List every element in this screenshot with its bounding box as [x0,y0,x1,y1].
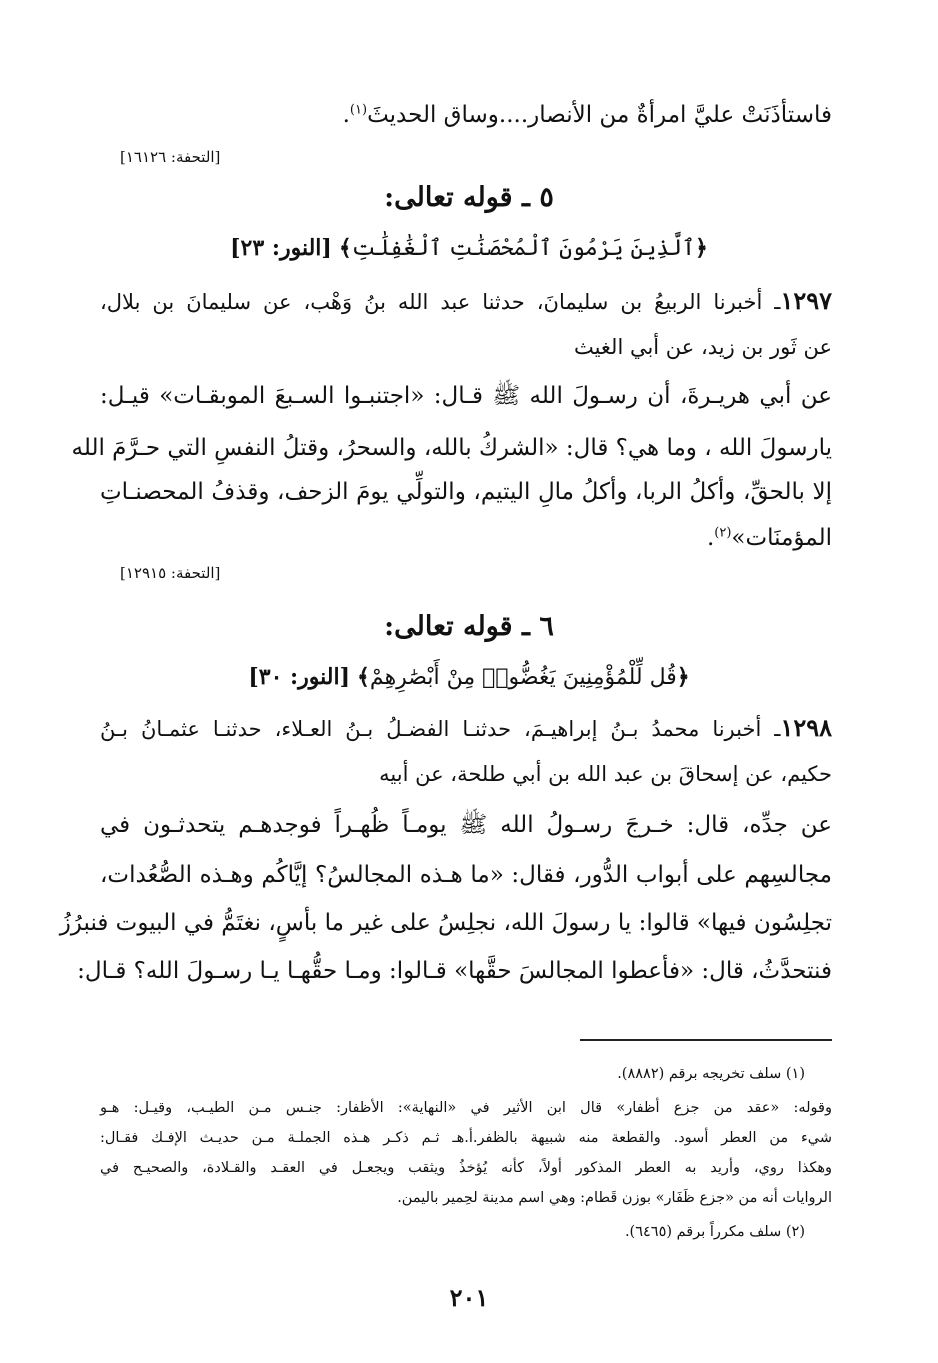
hadith-text-line: عن جدِّه، قال: خـرجَ رسـولُ الله ﷺ يومـاً ظُهـراً فوجدهـم يتحدثـون في [100,812,832,838]
hadith-number: ١٢٩٧ [780,286,832,315]
isnad-text: ـ أخبرنا الربيعُ بن سليمانَ، حدثنا عبد الله بنُ وَهْب، عن سليمانَ بن بلال، [100,290,781,314]
quran-verse [0,657,938,698]
section-heading: ٥ ـ قوله تعالى: [384,182,554,213]
page-number: ٢٠١ [449,1283,489,1312]
footnote-marker: (٢) [714,525,732,541]
hadith-text-line: مجالسِهم على أبواب الدُّور، فقال: «ما هـذه المجالسُ؟ إيَّاكُم وهـذه الصُّعُدات، [100,862,832,888]
footnote-note-line: وقوله: «عقد من جزع أظفار» قال ابن الأثير في «النهاية»: الأظفار: جنـس مـن الطيـب، وقيـل: هـو [100,1100,832,1116]
hadith-isnad-line: حكيم، عن إسحاقَ بن عبد الله بن أبي طلحة، عن أبيه [379,762,832,786]
tuhfa-reference: [التحفة: ١٢٩١٥] [120,564,221,582]
tuhfa-reference: [التحفة: ١٦١٢٦] [120,148,221,166]
footnote-2: (٢) سلف مكرراً برقم (٦٤٦٥). [624,1224,805,1240]
footnote-separator [580,1039,832,1041]
verse-text: ٱلَّذِينَ يَرْمُونَ ٱلْمُحْصَنَٰتِ ٱلْغَٰفِلَٰتِ [351,236,695,261]
footnote-note-line: شيء من العطر أسود. والقطعة منه شبيهة بالظفر.أ.هـ ثـم ذكـر هـذه الجملـة مـن حديـث الإفـك فقـال: [100,1130,832,1146]
footnote-note-line: الروايات أنه من «جزع ظَفَار» بوزن قَطام: وهي اسم مدينة لحِمير باليمن. [397,1190,832,1206]
hadith-text-end: المؤمنَات» [731,525,832,551]
continuation-line: فاستأذَنَتْ عليَّ امرأةٌ من الأنصار....وساق الحديثَ$^{(١)}$. [342,102,832,128]
continuation-text: فاستأذَنَتْ عليَّ امرأةٌ من الأنصار....وساق الحديثَ [367,102,832,128]
hadith-text-line: فنتحدَّثُ، قال: «فأعطوا المجالسَ حقَّها» قـالوا: ومـا حقُّهـا يـا رسـولَ الله؟ قـال: [77,958,832,984]
hadith-text-line: يارسولَ الله ، وما هي؟ قال: «الشركُ بالله، والسحرُ، وقتلُ النفسِ التي حـرَّمَ الله [71,435,832,461]
verse-close-bracket: ﴾ [357,664,370,690]
verse-close-bracket: ﴾ [338,235,352,261]
footnote-note-line: وهكذا روي، وأريد به العطر المذكور أولاً، كأنه يُؤخذُ ويثقب ويجعـل في العقـد والقـلادة، والصحيـح في [100,1160,832,1176]
hadith-isnad-line [100,284,832,318]
verse-reference: [النور: ٢٣] [230,235,332,261]
hadith-isnad-line [100,711,832,745]
hadith-text-line: إلا بالحقِّ، وأكلُ الربا، وأكلُ مالِ اليتيم، والتولِّي يومَ الزحف، وقذفُ المحصنـاتِ [100,479,832,505]
verse-reference: [النور: ٣٠] [248,664,351,690]
verse-open-bracket: ﴿ [694,235,708,261]
quran-verse [0,228,938,269]
section-heading: ٦ ـ قوله تعالى: [384,611,554,642]
hadith-text-line: المؤمنَات»$^{(٢)}$. [706,525,832,551]
hadith-number: ١٢٩٨ [780,713,832,742]
footnote-1: (١) سلف تخريجه برقم (٨٨٨٢). [617,1066,805,1082]
verse-open-bracket: ﴿ [676,664,690,690]
hadith-text-line: عن أبي هريـرةَ، أن رسـولَ الله ﷺ قـال: «اجتنبـوا السـبعَ الموبقـات» قيـل: [100,383,832,409]
verse-text: قُل لِّلْمُؤْمِنِينَ يَغُضُّوا۟ مِنْ أَبْصَٰرِهِمْ [369,665,677,690]
isnad-text: ـ أخبرنا محمدُ بـنُ إبراهيـمَ، حدثنـا الفضـلُ بـنُ العـلاء، حدثنـا عثمـانُ بـنُ [100,717,781,741]
footnote-marker: (١) [349,102,368,118]
hadith-text-line: تجلِسُون فيها» قالوا: يا رسولَ الله، نجلِسُ على غير ما بأسٍ، نغتَمُّ في البيوت فنبرُزُ [59,910,832,936]
hadith-isnad-line: عن ثَور بن زيد، عن أبي الغيث [573,335,832,359]
